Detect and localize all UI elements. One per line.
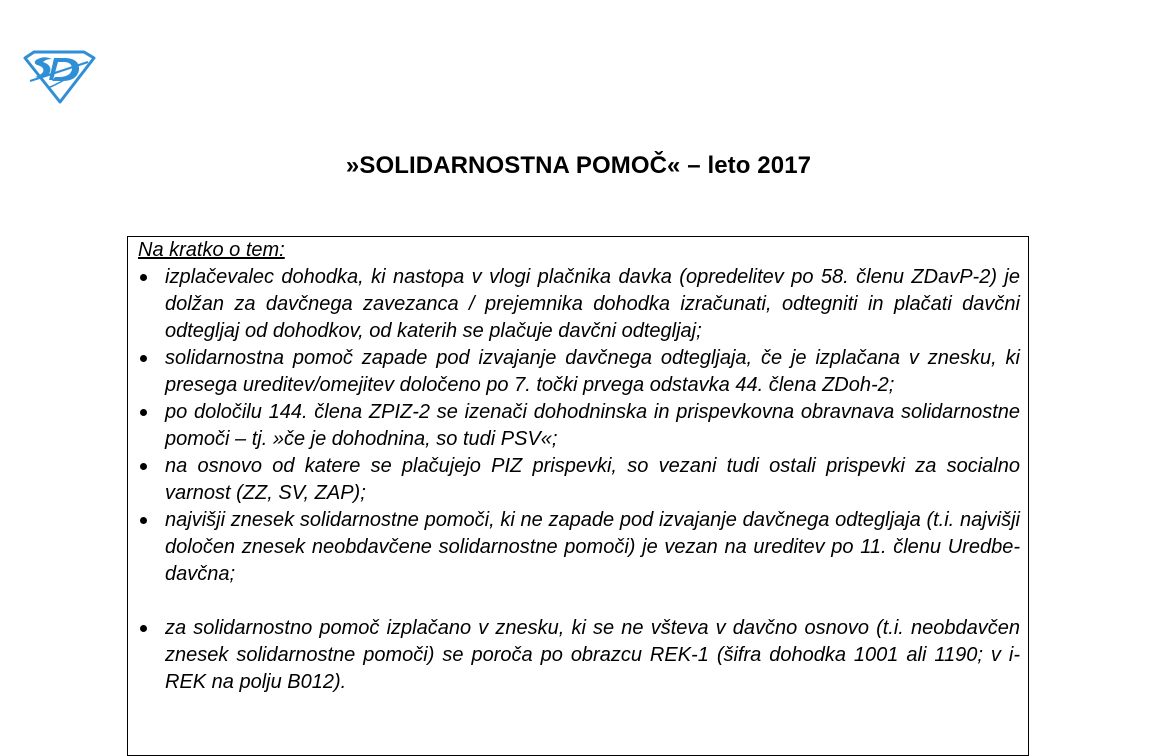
bullet-dot-icon [140, 274, 147, 281]
bullet-text: za solidarnostno pomoč izplačano v znesku, ki se ne všteva v davčno osnovo (t.i. neobdavčen znesek solidarnostne pomoči) se poroča po obrazcu REK-1 (šifra dohodka 1001 ali 1190; v i-REK na polju B012). [165, 617, 1020, 693]
bullet-item [128, 507, 1028, 588]
bullet-text: po določilu 144. člena ZPIZ-2 se izenači dohodninska in prispevkovna obravnava solidarnostne pomoči – tj. »če je dohodnina, so tudi PSV«; [165, 401, 1020, 450]
sd-shield-logo-icon [22, 50, 96, 104]
bullet-dot-icon [140, 463, 147, 470]
bullet-text: na osnovo od katere se plačujejo PIZ prispevki, so vezani tudi ostali prispevki za socialno varnost (ZZ, SV, ZAP); [165, 455, 1020, 504]
bullet-item [128, 345, 1028, 399]
summary-box [127, 236, 1029, 756]
bullet-item [128, 453, 1028, 507]
bullet-spacer [128, 588, 1028, 615]
bullet-text: solidarnostna pomoč zapade pod izvajanje davčnega odtegljaja, če je izplačana v znesku, ki presega ureditev/omejitev določeno po 7. točki prvega odstavka 44. člena ZDoh-2; [165, 347, 1020, 396]
bullet-dot-icon [140, 517, 147, 524]
bullet-dot-icon [140, 355, 147, 362]
bullet-text: najvišji znesek solidarnostne pomoči, ki ne zapade pod izvajanje davčnega odtegljaja (t.i. najvišji določen znesek neobdavčene solidarnostne pomoči) je vezan na ureditev po 11. členu Uredbe-davčna; [165, 509, 1020, 585]
bullet-item [128, 399, 1028, 453]
bullet-text: izplačevalec dohodka, ki nastopa v vlogi plačnika davka (opredelitev po 58. členu ZDavP-2) je dolžan za davčnega zavezanca / prejemnika dohodka izračunati, odtegniti in plačati davčni odtegljaj od dohodkov, od katerih se plačuje davčni odtegljaj; [165, 266, 1020, 342]
bullet-dot-icon [140, 625, 147, 632]
bullet-item [128, 615, 1028, 696]
bullet-dot-icon [140, 409, 147, 416]
document-title: »SOLIDARNOSTNA POMOČ« – leto 2017 [345, 152, 812, 179]
bullet-item [128, 264, 1028, 345]
summary-heading: Na kratko o tem: [138, 239, 285, 261]
summary-bullet-list [128, 264, 1028, 696]
